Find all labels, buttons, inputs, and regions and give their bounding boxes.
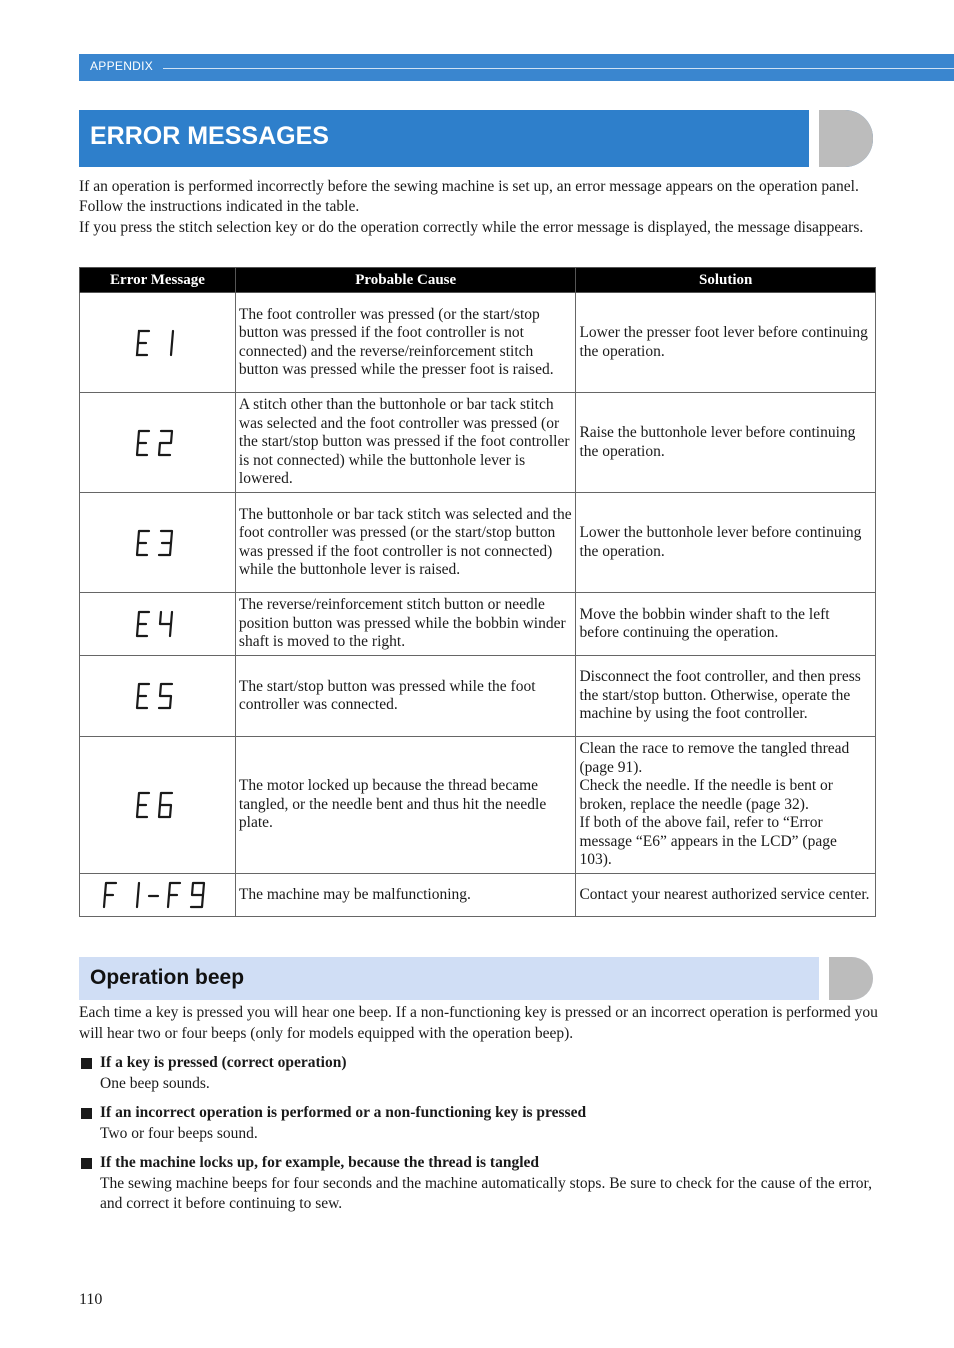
beep-item-desc: One beep sounds. bbox=[100, 1074, 210, 1092]
col-header-solution: Solution bbox=[576, 268, 876, 293]
page-title: ERROR MESSAGES bbox=[90, 122, 329, 150]
cause-cell: The start/stop button was pressed while the foot controller was connected. bbox=[235, 656, 576, 737]
intro-text bbox=[79, 177, 879, 238]
lcd-code-e3 bbox=[135, 528, 179, 558]
error-code-cell bbox=[80, 656, 236, 737]
lcd-code-e1 bbox=[135, 328, 179, 358]
beep-item-desc: Two or four beeps sound. bbox=[100, 1124, 258, 1142]
error-code-cell bbox=[80, 393, 236, 493]
cause-cell: A stitch other than the buttonhole or bar tack stitch was selected and the foot controller was pressed (or the start/stop button was pressed if the foot controller is not connected) while the buttonhole lever is lowered. bbox=[235, 393, 576, 493]
beep-item bbox=[79, 1053, 879, 1094]
section-label: APPENDIX bbox=[90, 59, 154, 73]
beep-item-title: If an incorrect operation is performed or a non-functioning key is pressed bbox=[100, 1104, 587, 1121]
header-rule bbox=[163, 68, 954, 69]
error-table bbox=[79, 267, 876, 917]
cause-cell: The machine may be malfunctioning. bbox=[235, 874, 576, 917]
error-code-cell bbox=[80, 493, 236, 593]
solution-cell: Raise the buttonhole lever before continuing the operation. bbox=[576, 393, 876, 493]
beep-item bbox=[79, 1153, 879, 1215]
error-code-cell bbox=[80, 737, 236, 874]
solution-cell: Clean the race to remove the tangled thread (page 91). Check the needle. If the needle is bent or broken, replace the needle (page 32). If both of the above fail, refer to “Error message “E6” appears in the LCD” (page 103). bbox=[576, 737, 876, 874]
table-row bbox=[80, 593, 876, 656]
intro-paragraph: If you press the stitch selection key or do the operation correctly while the error message is displayed, the message disappears. bbox=[79, 218, 864, 236]
error-messages-heading-bar bbox=[79, 110, 873, 167]
lcd-code-e2 bbox=[135, 428, 179, 458]
solution-cell: Lower the presser foot lever before continuing the operation. bbox=[576, 293, 876, 393]
solution-cell: Disconnect the foot controller, and then press the start/stop button. Otherwise, operate the machine by using the foot controller. bbox=[576, 656, 876, 737]
cause-cell: The foot controller was pressed (or the start/stop button was pressed if the foot controller is not connected) and the reverse/reinforcement stitch button was pressed while the presser foot is raised. bbox=[235, 293, 576, 393]
lcd-code-f1-f9 bbox=[102, 880, 212, 910]
table-header-row bbox=[80, 268, 876, 293]
cause-cell: The buttonhole or bar tack stitch was selected and the foot controller was pressed (or the start/stop button was pressed if the foot controller is not connected) while the buttonhole lever is raised. bbox=[235, 493, 576, 593]
lcd-code-e4 bbox=[135, 609, 179, 639]
square-bullet-icon bbox=[81, 1158, 92, 1169]
solution-cell: Lower the buttonhole lever before continuing the operation. bbox=[576, 493, 876, 593]
table-row bbox=[80, 493, 876, 593]
beep-item-title: If a key is pressed (correct operation) bbox=[100, 1054, 347, 1071]
page-number: 110 bbox=[79, 1291, 103, 1308]
operation-beep-heading-bar bbox=[79, 957, 873, 1000]
heading-end-cap bbox=[829, 957, 873, 1000]
beep-item-desc: The sewing machine beeps for four seconds and the machine automatically stops. Be sure to check for the cause of the error, and correct it before continuing to sew. bbox=[100, 1174, 872, 1212]
cause-cell: The motor locked up because the thread became tangled, or the needle bent and thus hit the needle plate. bbox=[235, 737, 576, 874]
intro-paragraph: If an operation is performed incorrectly before the sewing machine is set up, an error message appears on the operation panel. Follow the instructions indicated in the table. bbox=[79, 178, 859, 216]
solution-cell: Move the bobbin winder shaft to the left before continuing the operation. bbox=[576, 593, 876, 656]
solution-cell: Contact your nearest authorized service center. bbox=[576, 874, 876, 917]
cause-cell: The reverse/reinforcement stitch button or needle position button was pressed while the bobbin winder shaft is moved to the right. bbox=[235, 593, 576, 656]
table-row bbox=[80, 393, 876, 493]
beep-item-title: If the machine locks up, for example, because the thread is tangled bbox=[100, 1154, 540, 1171]
appendix-header-bar bbox=[79, 54, 954, 81]
lcd-code-e5 bbox=[135, 681, 179, 711]
square-bullet-icon bbox=[81, 1108, 92, 1119]
beep-intro-text: Each time a key is pressed you will hear one beep. If a non-functioning key is pressed or an incorrect operation is performed you will hear two or four beeps (only for models equipped with the operation beep). bbox=[79, 1004, 878, 1042]
table-row bbox=[80, 737, 876, 874]
section-title: Operation beep bbox=[90, 966, 245, 989]
heading-end-cap bbox=[819, 110, 873, 167]
col-header-probable-cause: Probable Cause bbox=[235, 268, 576, 293]
lcd-code-e6 bbox=[135, 790, 179, 820]
error-code-cell bbox=[80, 293, 236, 393]
table-row bbox=[80, 874, 876, 917]
table-row bbox=[80, 656, 876, 737]
col-header-error-message: Error Message bbox=[80, 268, 236, 293]
table-row bbox=[80, 293, 876, 393]
beep-item bbox=[79, 1103, 879, 1144]
square-bullet-icon bbox=[81, 1058, 92, 1069]
error-code-cell bbox=[80, 593, 236, 656]
error-code-cell bbox=[80, 874, 236, 917]
